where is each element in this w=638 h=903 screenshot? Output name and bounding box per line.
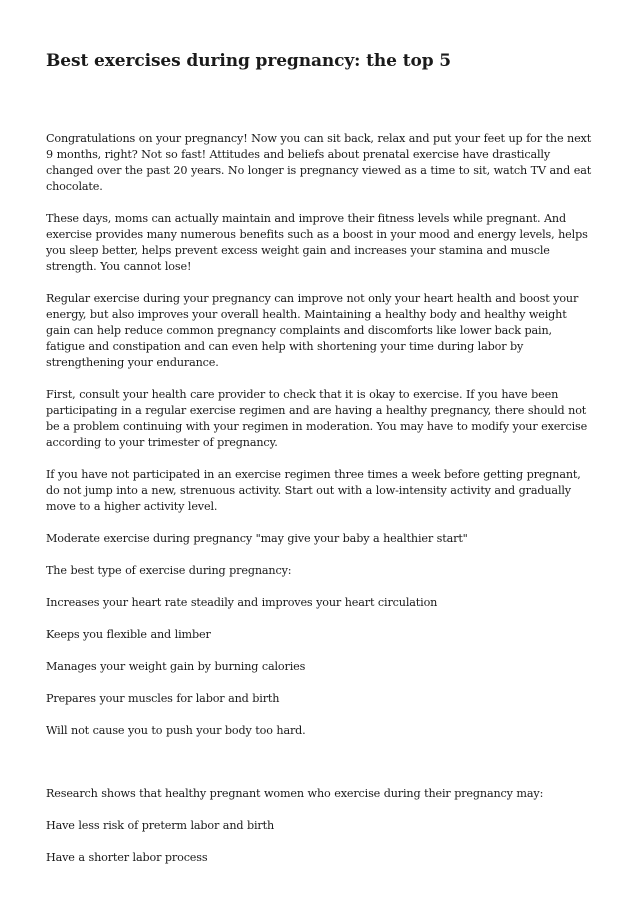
list-item-muscles: Prepares your muscles for labor and birth (46, 692, 280, 705)
list-item-preterm: Have less risk of preterm labor and birth (46, 819, 275, 832)
paragraph-best-type-heading: The best type of exercise during pregnancy: (46, 564, 292, 577)
list-item-heart-rate: Increases your heart rate steadily and improves your heart circulation (46, 596, 438, 609)
paragraph-low-intensity: If you have not participated in an exercise regimen three times a week before getting pregnant, do not jump into a new, strenuous activity. Start out with a low-intensity activity and gradually move to a higher activity level. (46, 468, 581, 513)
list-item-not-too-hard: Will not cause you to push your body too hard. (46, 724, 306, 737)
section-gap (46, 755, 592, 786)
paragraph-research: Research shows that healthy pregnant women who exercise during their pregnancy may: (46, 787, 544, 800)
paragraph-regular-exercise: Regular exercise during your pregnancy can improve not only your heart health and boost your energy, but also improves your overall health. Maintaining a healthy body and healthy weight gain can help reduce common pregnancy complaints and discomforts like lower back pain, fatigue and constipation and can even help with shortening your time during labor by strengthening your endurance. (46, 292, 579, 369)
document-body (46, 131, 592, 866)
document-title: Best exercises during pregnancy: the top 5 (46, 51, 452, 71)
list-item-flexible: Keeps you flexible and limber (46, 628, 211, 641)
paragraph-consult-provider: First, consult your health care provider to check that it is okay to exercise. If you have been participating in a regular exercise regimen and are having a healthy pregnancy, there should not be a problem continuing with your regimen in moderation. You may have to modify your exercise according to your trimester of pregnancy. (46, 388, 588, 449)
list-item-shorter-labor: Have a shorter labor process (46, 851, 208, 864)
paragraph-intro: Congratulations on your pregnancy! Now you can sit back, relax and put your feet up for the next 9 months, right? Not so fast! Attitudes and beliefs about prenatal exercise have drastically changed over the past 20 years. No longer is pregnancy viewed as a time to sit, watch TV and eat chocolate. (46, 132, 592, 193)
list-item-weight-gain: Manages your weight gain by burning calories (46, 660, 306, 673)
paragraph-benefits: These days, moms can actually maintain and improve their fitness levels while pregnant. And exercise provides many numerous benefits such as a boost in your mood and energy levels, helps you sleep better, helps prevent excess weight gain and increases your stamina and muscle strength. You cannot lose! (46, 212, 588, 273)
paragraph-moderate-exercise: Moderate exercise during pregnancy "may give your baby a healthier start" (46, 532, 468, 545)
